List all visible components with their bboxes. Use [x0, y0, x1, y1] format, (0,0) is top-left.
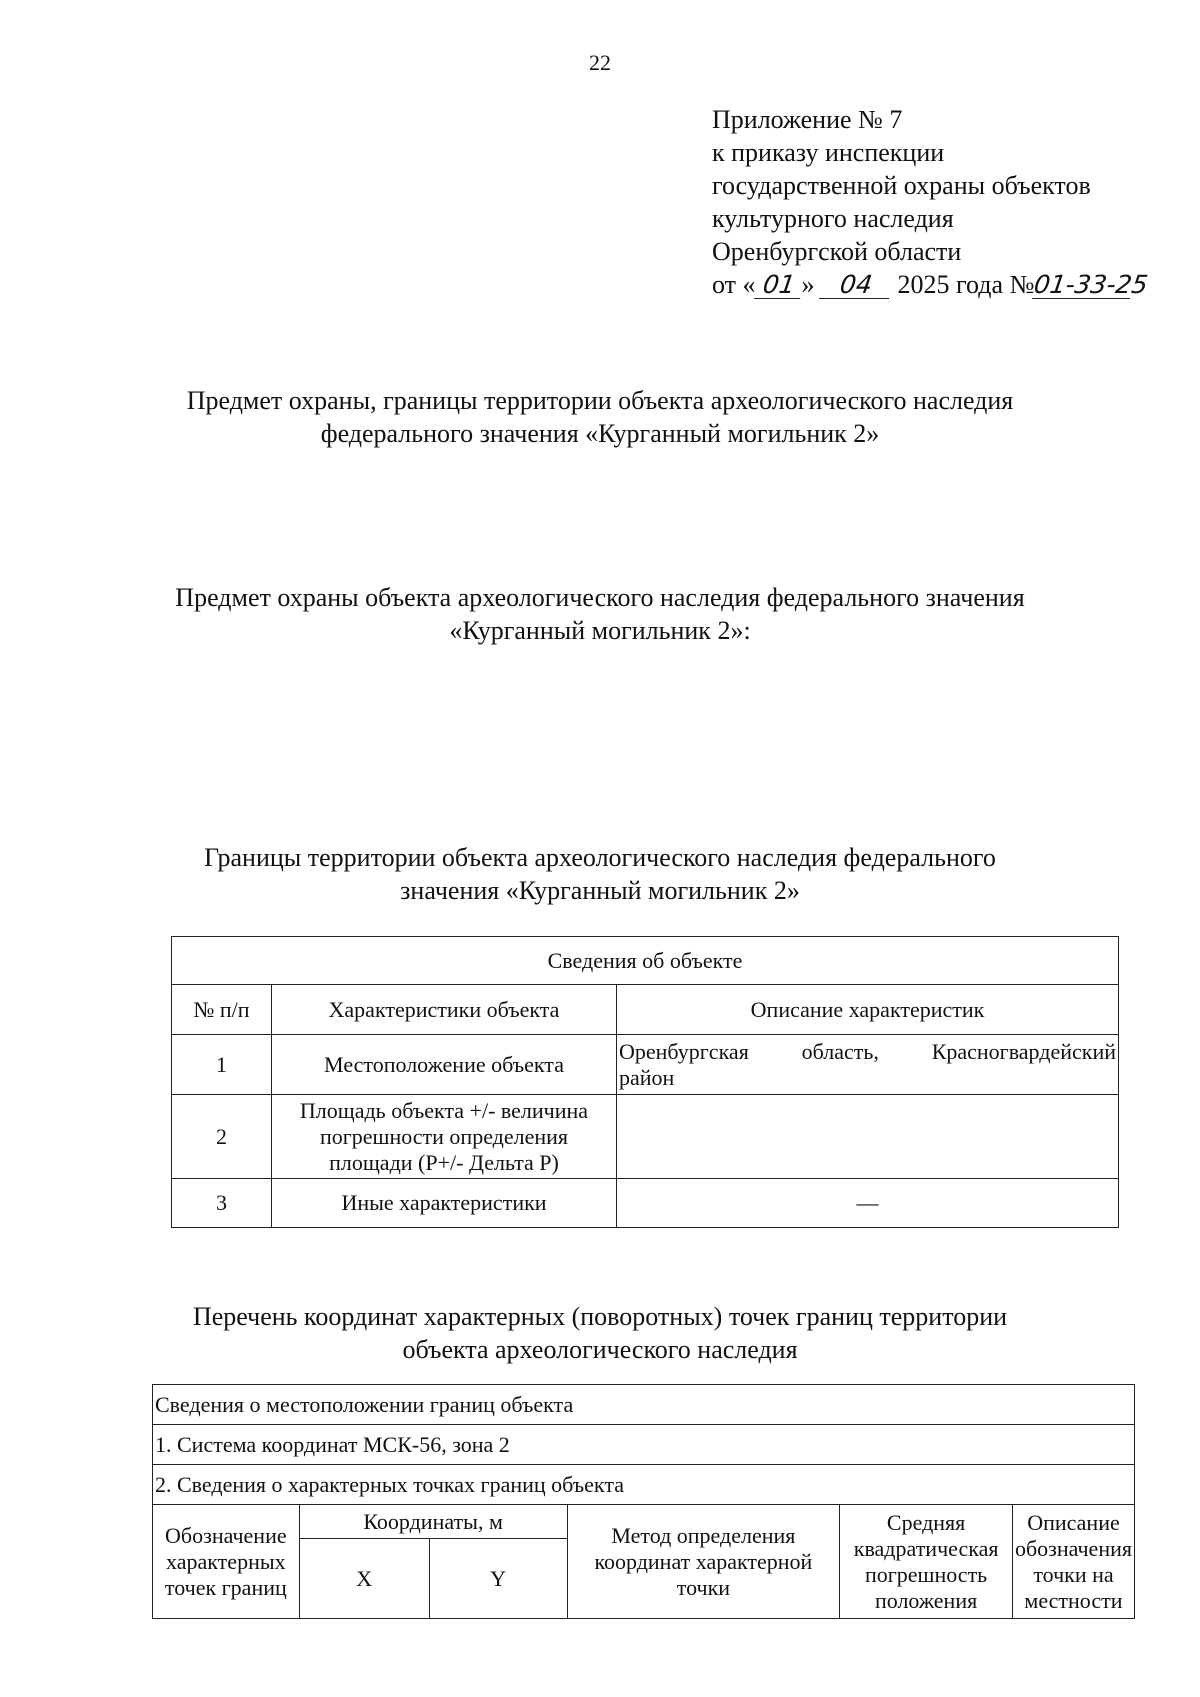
- appendix-line: к приказу инспекции: [712, 138, 945, 167]
- object-info-table: [171, 936, 1119, 1228]
- header-line: координат характерной: [594, 1548, 813, 1574]
- handwritten-month: 04: [819, 272, 893, 299]
- column-header-method: [567, 1505, 840, 1619]
- title-line: федерального значения «Курганный могильник 2»: [320, 419, 880, 448]
- column-header-error: [840, 1505, 1013, 1619]
- coordinates-heading: [0, 1300, 1200, 1366]
- table-row: [172, 1179, 1119, 1228]
- subject-heading-line: Предмет охраны объекта археологического наследия федерального значения: [175, 583, 1025, 612]
- column-header-y: Y: [429, 1539, 567, 1619]
- header-line: характерных: [166, 1548, 286, 1574]
- handwritten-order-number: 01-33-25: [1032, 270, 1151, 299]
- borders-heading-line: Границы территории объекта археологического наследия федерального: [204, 843, 996, 872]
- table-row: [172, 937, 1119, 985]
- header-line: местности: [1024, 1587, 1123, 1613]
- header-line: точки: [676, 1574, 731, 1600]
- characteristic-line: погрешности определения: [319, 1123, 569, 1149]
- appendix-line: Оренбургской области: [712, 237, 962, 266]
- characteristic-line: площади (P+/- Дельта P): [329, 1149, 559, 1175]
- header-line: точек границ: [164, 1574, 287, 1600]
- header-line: Метод определения: [611, 1522, 796, 1548]
- table-row: [172, 1035, 1119, 1095]
- header-line: Средняя: [886, 1509, 966, 1535]
- column-header-description: Описание характеристик: [617, 985, 1119, 1035]
- date-prefix: от «: [712, 270, 756, 299]
- row-characteristic: Местоположение объекта: [272, 1035, 617, 1095]
- description-line: Оренбургская область, Красногвардейский: [619, 1038, 1116, 1064]
- coordinates-table: [152, 1384, 1135, 1619]
- table-row: [153, 1425, 1135, 1465]
- characteristic-line: Площадь объекта +/- величина: [299, 1097, 589, 1123]
- row-number: 2: [172, 1095, 272, 1179]
- appendix-line: Приложение № 7: [712, 105, 903, 134]
- appendix-line: культурного наследия: [712, 204, 954, 233]
- row-characteristic: Иные характеристики: [272, 1179, 617, 1228]
- coordinates-heading-line: Перечень координат характерных (поворотных) точек границ территории: [192, 1302, 1008, 1331]
- table-header-row: [172, 985, 1119, 1035]
- column-header-x: X: [299, 1539, 429, 1619]
- header-line: Описание: [1027, 1509, 1120, 1535]
- header-line: обозначения: [1014, 1535, 1132, 1561]
- header-line: Обозначение: [165, 1522, 287, 1548]
- column-header-coordinates: Координаты, м: [299, 1505, 567, 1539]
- appendix-date-line: [712, 268, 1152, 301]
- borders-heading: [0, 841, 1200, 907]
- row-characteristic: [272, 1095, 617, 1179]
- handwritten-day: 01: [754, 272, 804, 299]
- header-line: положения: [874, 1587, 978, 1613]
- location-info-row: Сведения о местоположении границ объекта: [153, 1385, 1135, 1425]
- column-header-characteristic: Характеристики объекта: [272, 985, 617, 1035]
- appendix-line: государственной охраны объектов: [712, 171, 1091, 200]
- date-quote-close: »: [801, 270, 815, 299]
- subject-heading-line: «Курганный могильник 2»:: [449, 616, 751, 645]
- table-row: [153, 1465, 1135, 1505]
- coordinate-system-row: 1. Система координат МСК-56, зона 2: [153, 1425, 1135, 1465]
- table-header-row: [153, 1505, 1135, 1539]
- row-description: —: [617, 1179, 1119, 1228]
- borders-heading-line: значения «Курганный могильник 2»: [400, 876, 800, 905]
- table-row: [153, 1385, 1135, 1425]
- document-title: [0, 384, 1200, 450]
- appendix-block: [712, 103, 1152, 301]
- table-row: [172, 1095, 1119, 1179]
- points-info-row: 2. Сведения о характерных точках границ объекта: [153, 1465, 1135, 1505]
- column-header-number: № п/п: [172, 985, 272, 1035]
- header-line: квадратическая: [853, 1535, 999, 1561]
- description-line: район: [619, 1064, 675, 1090]
- row-number: 1: [172, 1035, 272, 1095]
- column-header-point: [153, 1505, 300, 1619]
- table-caption: Сведения об объекте: [172, 937, 1119, 985]
- coordinates-heading-line: объекта археологического наследия: [402, 1335, 798, 1364]
- header-line: точки на: [1033, 1561, 1114, 1587]
- header-line: погрешность: [864, 1561, 988, 1587]
- title-line: Предмет охраны, границы территории объекта археологического наследия: [186, 386, 1014, 415]
- row-description: [617, 1095, 1119, 1179]
- row-number: 3: [172, 1179, 272, 1228]
- page-number: 22: [589, 50, 611, 75]
- row-description: [617, 1035, 1119, 1095]
- date-year-text: 2025 года №: [897, 270, 1035, 299]
- subject-heading: [0, 581, 1200, 647]
- column-header-description: [1012, 1505, 1134, 1619]
